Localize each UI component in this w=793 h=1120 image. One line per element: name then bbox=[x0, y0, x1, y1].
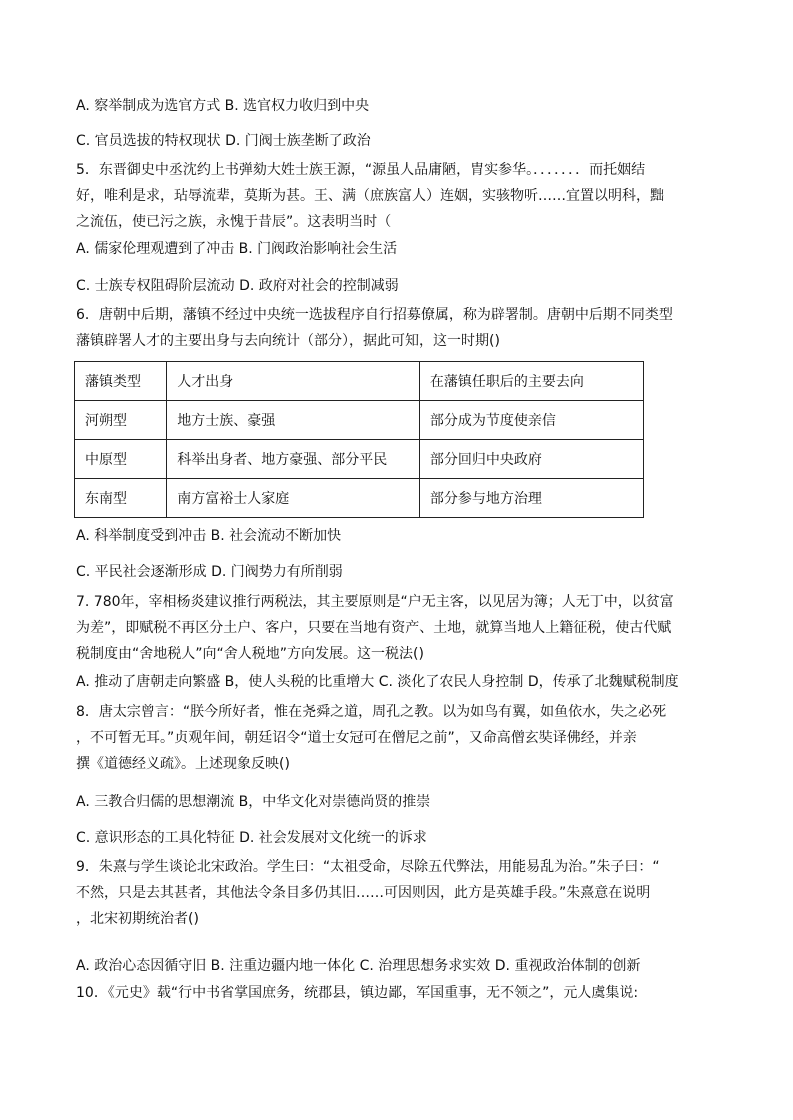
q9-stem-line-2: 不然，只是去其甚者，其他法令条目多仍其旧……可因则因，此方是英雄手段。”朱熹意在说明 bbox=[76, 885, 651, 901]
q5-options-cd: C. 士族专权阻碍阶层流动 D. 政府对社会的控制减弱 bbox=[76, 278, 399, 294]
table-cell: 科举出身者、地方豪强、部分平民 bbox=[167, 440, 420, 479]
table-header-row bbox=[75, 362, 644, 401]
table-cell: 部分参与地方治理 bbox=[419, 479, 643, 518]
table-cell: 河朔型 bbox=[75, 401, 167, 440]
q4-options-cd: C. 官员选拔的特权现状 D. 门阀士族垄断了政治 bbox=[76, 133, 371, 149]
q8-options-cd: C. 意识形态的工具化特征 D. 社会发展对文化统一的诉求 bbox=[76, 830, 427, 846]
q7-stem-line-1: 7. 780年，宰相杨炎建议推行两税法，其主要原则是“户无主客，以见居为簿；人无丁中，以贫富 bbox=[76, 594, 674, 610]
q5-stem-line-3: 之流伍，使已污之族，永愧于昔辰”。这表明当时（ bbox=[76, 214, 392, 230]
table-header-cell: 人才出身 bbox=[167, 362, 420, 401]
table-cell: 部分成为节度使亲信 bbox=[419, 401, 643, 440]
q7-stem-line-3: 税制度由“舍地税人”向“舍人税地”方向发展。这一税法() bbox=[76, 646, 424, 662]
q6-options-ab: A. 科举制度受到冲击 B. 社会流动不断加快 bbox=[76, 528, 342, 544]
table-header-cell: 在藩镇任职后的主要去向 bbox=[419, 362, 643, 401]
q6-options-cd: C. 平民社会逐渐形成 D. 门阀势力有所削弱 bbox=[76, 564, 343, 580]
q6-data-table bbox=[74, 361, 644, 518]
q5-stem-line-1: 5．东晋御史中丞沈约上书弹劾大姓士族王源，“源虽人品庸陋，胄实参华。．．．．．．．而托姻结 bbox=[76, 162, 646, 178]
table-row bbox=[75, 401, 644, 440]
q7-options: A. 推动了唐朝走向繁盛 B，使人头税的比重增大 C. 淡化了农民人身控制 D，传承了北魏赋税制度 bbox=[76, 674, 679, 690]
table-header-cell: 藩镇类型 bbox=[75, 362, 167, 401]
q8-stem-line-3: 撰《道德经义疏》。上述现象反映() bbox=[76, 756, 290, 772]
table-cell: 南方富裕士人家庭 bbox=[167, 479, 420, 518]
q10-stem-line-1: 10．《元史》载“行中书省掌国庶务，统郡县，镇边鄙，军国重事，无不领之”，元人虞集说: bbox=[76, 985, 639, 1001]
q8-stem-line-1: 8．唐太宗曾言：“朕今所好者，惟在尧舜之道，周孔之教。以为如鸟有翼，如鱼依水，失之必死 bbox=[76, 704, 667, 720]
q9-stem-line-1: 9．朱熹与学生谈论北宋政治。学生曰：“太祖受命，尽除五代弊法，用能易乱为治。”朱子曰：“ bbox=[76, 859, 660, 875]
table-cell: 东南型 bbox=[75, 479, 167, 518]
table-row bbox=[75, 440, 644, 479]
q5-options-ab: A. 儒家伦理观遭到了冲击 B. 门阀政治影响社会生活 bbox=[76, 241, 398, 257]
table-cell: 部分回归中央政府 bbox=[419, 440, 643, 479]
q9-options: A. 政治心态因循守旧 B. 注重边疆内地一体化 C. 治理思想务求实效 D. 重视政治体制的创新 bbox=[76, 958, 641, 974]
q4-options-ab: A. 察举制成为选官方式 B. 选官权力收归到中央 bbox=[76, 98, 370, 114]
q6-stem-line-1: 6．唐朝中后期，藩镇不经过中央统一选拔程序自行招募僚属，称为辟署制。唐朝中后期不同类型 bbox=[76, 307, 673, 323]
table-cell: 地方士族、豪强 bbox=[167, 401, 420, 440]
q8-options-ab: A. 三教合归儒的思想潮流 B，中华文化对崇德尚贤的推崇 bbox=[76, 794, 431, 810]
q8-stem-line-2: ，不可暂无耳。”贞观年间，朝廷诏令“道士女冠可在僧尼之前”，又命高僧玄奘译佛经，并亲 bbox=[76, 730, 637, 746]
table-cell: 中原型 bbox=[75, 440, 167, 479]
q9-stem-line-3: ，北宋初期统治者() bbox=[76, 911, 199, 927]
q7-stem-line-2: 为差”，即赋税不再区分土户、客户，只要在当地有资产、土地，就算当地人上籍征税，使古代赋 bbox=[76, 620, 672, 636]
q6-stem-line-2: 藩镇辟署人才的主要出身与去向统计（部分），据此可知，这一时期() bbox=[76, 333, 500, 349]
table-row bbox=[75, 479, 644, 518]
q5-stem-line-2: 好，唯利是求，玷辱流辈，莫斯为甚。王、满（庶族富人）连姻，实骇物听……宜置以明科，黜 bbox=[76, 188, 664, 204]
